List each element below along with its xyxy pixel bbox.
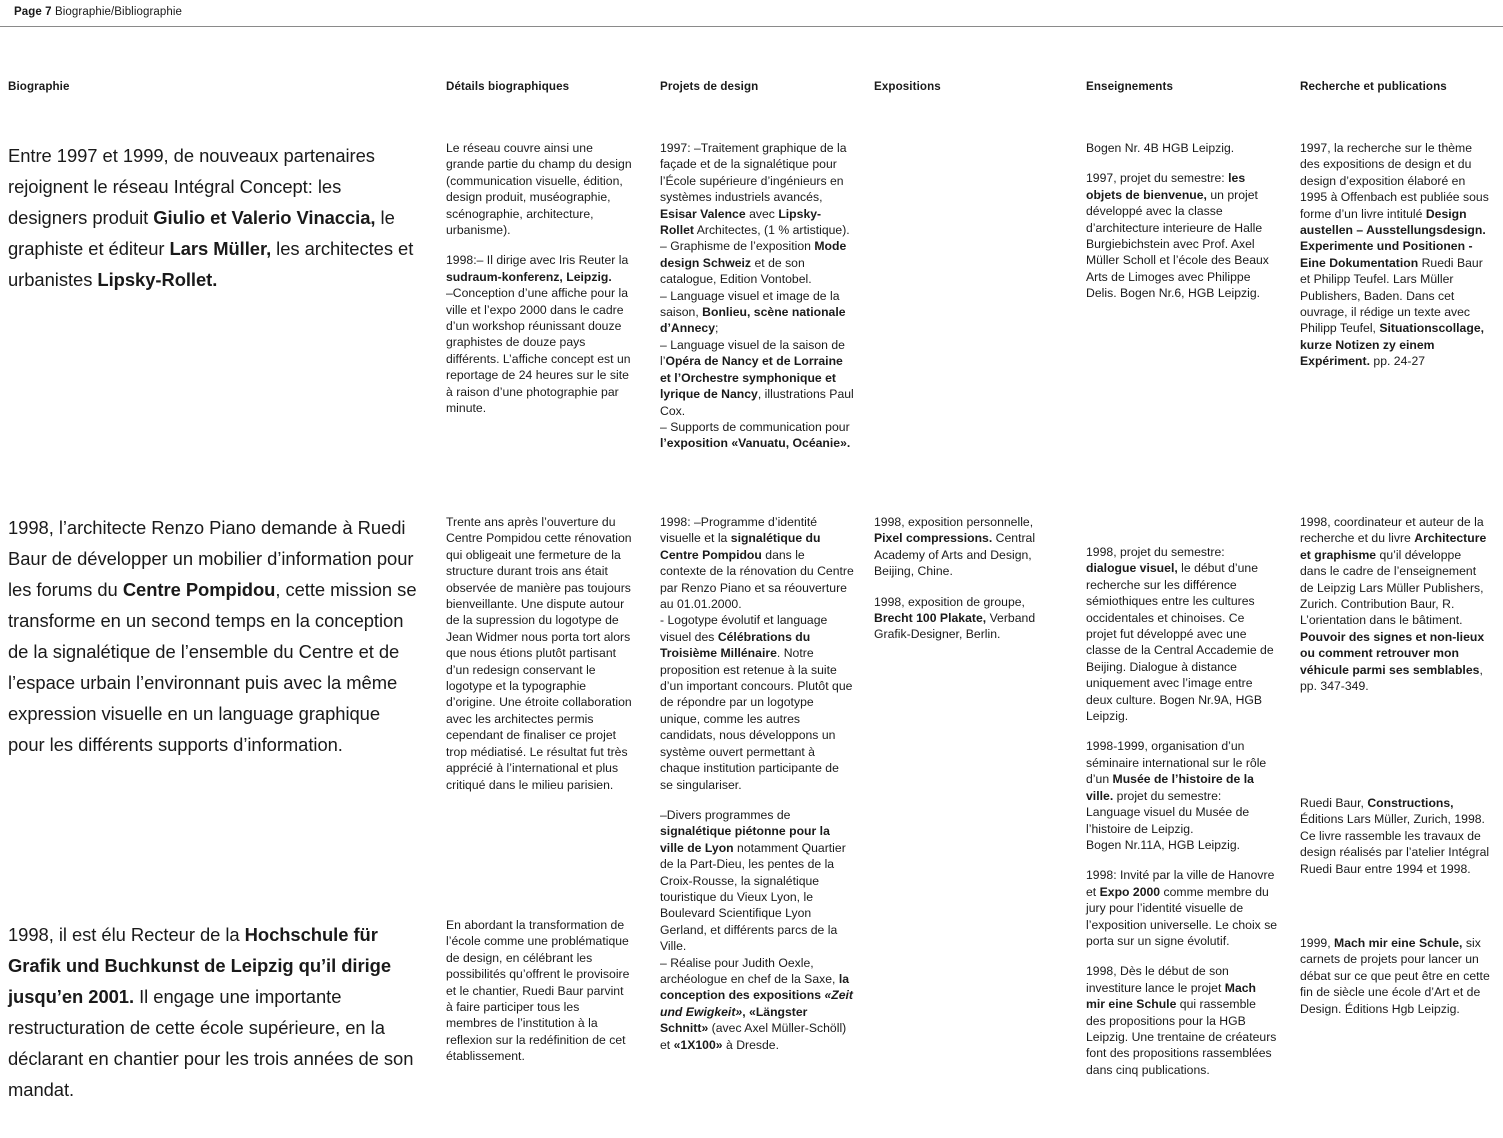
expositions-block-1998: 1998, exposition personnelle, Pixel compressions. Central Academy of Arts and Design, Beijing, Chine. 1998, exposition de groupe, Brecht 100 Plakate, Verband Grafik-Designer, Berlin. <box>874 515 1036 642</box>
recherche-block-1998: 1998, coordinateur et auteur de la recherche et du livre Architecture et graphisme qu’il développe dans le cadre de l’enseignement de Leipzig Lars Müller Publishers, Zurich. Contribution Baur, R. L’orientation dans le bâtiment. Pouvoir des signes et non-lieux ou comment retrouver mon véhicule parmi ses semblables, pp. 347-349. <box>1300 515 1487 694</box>
column-header-projets: Projets de design <box>660 80 759 93</box>
biographie-paragraph-1998-leipzig: 1998, il est élu Recteur de la Hochschule für Grafik und Buchkunst de Leipzig qu’il dirige jusqu’en 2001. Il engage une importante restructuration de cette école supérieure, en la déclarant en chantier pour les trois années de son mandat. <box>8 924 414 1100</box>
column-header-enseignements: Enseignements <box>1086 80 1173 93</box>
recherche-block-1997: 1997, la recherche sur le thème des expositions de design et du design d’exposition élaboré en 1995 à Offenbach est publiée sous forme d’un livre intitulé Design austellen – Ausstellungsdesign. Experimente und Positionen - Eine Dokumentation Ruedi Baur et Philipp Teufel. Lars Müller Publishers, Baden. Dans cet ouvrage, il rédige un texte avec Philipp Teufel, Situationscollage, kurze Notizen zy einem Expériment. pp. 24-27 <box>1300 141 1489 369</box>
enseignements-block-1998: 1998, projet du semestre: dialogue visuel, le début d’une recherche sur les différence sémiothiques entre les cultures occidentales et chinoises. Ce projet fut développé avec une classe de la Central Accademie de Beijing. Dialogue à distance uniquement avec l’image entre deux culture. Bogen Nr.9A, HGB Leipzig. 1998-1999, organisation d’un séminaire international sur le rôle d’un Musée de l’histoire de la ville. projet du semestre: Language visuel du Musée de l’histoire de Leipzig. Bogen Nr.11A, HGB Leipzig. 1998: Invité par la ville de Hanovre et Expo 2000 comme membre du jury pour l’identité visuelle de l’exposition universelle. Le choix se porta sur un signe évolutif. 1998, Dès le début de son investiture lance le projet Mach mir eine Schule qui rassemble des propositions pour la HGB Leipzig. Une trentaine de créateurs font des propositions rassemblées dans cinq publications. <box>1086 545 1278 1077</box>
column-header-details: Détails biographiques <box>446 80 570 93</box>
column-header-expositions: Expositions <box>874 80 941 93</box>
biographie-paragraph-1997-1999: Entre 1997 et 1999, de nouveaux partenaires rejoignent le réseau Intégral Concept: les designers produit Giulio et Valerio Vinaccia, le graphiste et éditeur Lars Müller, les architectes et urbanistes Lipsky-Rollet. <box>8 145 414 290</box>
recherche-block-1999: 1999, Mach mir eine Schule, six carnets de projets pour lancer un débat sur ce que peut être en cette fin de siècle une école d’Art et de Design. Éditions Hgb Leipzig. <box>1300 936 1490 1016</box>
page-number: Page 7 <box>14 6 52 18</box>
details-block-2: Trente ans après l’ouverture du Centre Pompidou cette rénovation qui obligeait une fermeture de la structure durant trois ans était observée de manière pas toujours bienveillante. Une dispute autour de la supression du logotype de Jean Widmer nous porta tort alors que nous étions plutôt partisant d’un redesign conservant le logotype et la typographie d’origine. Une étroite collaboration avec les architectes permis cependant de finaliser ce projet trop médiatisé. Le résultat fut très apprécié à l’international et plus critiqué dans le milieu parisien. <box>446 515 632 792</box>
biographie-paragraph-1998-pompidou: 1998, l’architecte Renzo Piano demande à Ruedi Baur de développer un mobilier d’information pour les forums du Centre Pompidou, cette mission se transforme en un second temps en la conception de la signalétique de l’ensemble du Centre et de l’espace urbain l’environnant puis avec la même expression visuelle en un language graphique pour les différents supports d’information. <box>8 517 417 755</box>
projets-block-1998: 1998: –Programme d’identité visuelle et la signalétique du Centre Pompidou dans le contexte de la rénovation du Centre par Renzo Piano et sa réouverture au 01.01.2000. - Logotype évolutif et language visuel des Célébrations du Troisième Millénaire. Notre proposition est retenue à la suite d’un important concours. Plutôt que de répondre par un logotype unique, comme les autres candidats, nous développons un système ouvert permettant à chaque institution participante de se singulariser. –Divers programmes de signalétique piétonne pour la ville de Lyon notamment Quartier de la Part-Dieu, les pentes de la Croix-Rousse, la signalétique touristique du Vieux Lyon, le Boulevard Scientifique Lyon Gerland, et différents parcs de la Ville. – Réalise pour Judith Oexle, archéologue en chef de la Saxe, la conception des expositions «Zeit und Ewigkeit», «Längster Schnitt» (avec Axel Müller-Schöll) et «1X100» à Dresde. <box>660 515 854 1052</box>
details-block-1: Le réseau couvre ainsi une grande partie du champ du design (communication visuelle, édition, design produit, muséographie, scénographie, architecture, urbanisme). 1998:– Il dirige avec Iris Reuter la sudraum-konferenz, Leipzig. –Conception d’une affiche pour la ville et l’expo 2000 dans le cadre d’un workshop réunissant douze graphistes de douze pays différents. L’affiche concept est un reportage de 24 heures sur le site à raison d’une photographie par minute. <box>446 141 632 416</box>
details-block-3: En abordant la transformation de l’école comme une problématique de design, en célébrant les possibilités qu’offrent le provisoire et le chantier, Ruedi Baur parvint à faire participer tous les membres de l’institution à la reflexion sur la redéfinition de cet établissement. <box>446 918 630 1064</box>
projets-block-1997: 1997: –Traitement graphique de la façade et de la signalétique pour l’École supérieure d’ingénieurs en systèmes industriels avancés, Esisar Valence avec Lipsky-Rollet Architectes, (1 % artistique). – Graphisme de l’exposition Mode design Schweiz et de son catalogue, Edition Vontobel. – Language visuel et image de la saison, Bonlieu, scène nationale d’Annecy; – Language visuel de la saison de l’Opéra de Nancy et de Lorraine et l’Orchestre symphonique et lyrique de Nancy, illustrations Paul Cox. – Supports de communication pour l’exposition «Vanuatu, Océanie». <box>660 141 854 451</box>
column-header-biographie: Biographie <box>8 80 70 93</box>
recherche-block-constructions: Ruedi Baur, Constructions, Éditions Lars Müller, Zurich, 1998. Ce livre rassemble les travaux de design réalisés par l’atelier Intégral Ruedi Baur entre 1994 et 1998. <box>1300 796 1490 876</box>
enseignements-block-1997: Bogen Nr. 4B HGB Leipzig. 1997, projet du semestre: les objets de bienvenue, un projet développé avec la classe d’architecture interieure de Halle Burgiebichstein avec Prof. Axel Müller Scholl et l’école des Beaux Arts de Limoges avec Philippe Delis. Bogen Nr.6, HGB Leipzig. <box>1086 141 1269 301</box>
page-section-label: Biographie/Bibliographie <box>54 6 183 18</box>
column-header-recherche: Recherche et publications <box>1300 80 1447 93</box>
